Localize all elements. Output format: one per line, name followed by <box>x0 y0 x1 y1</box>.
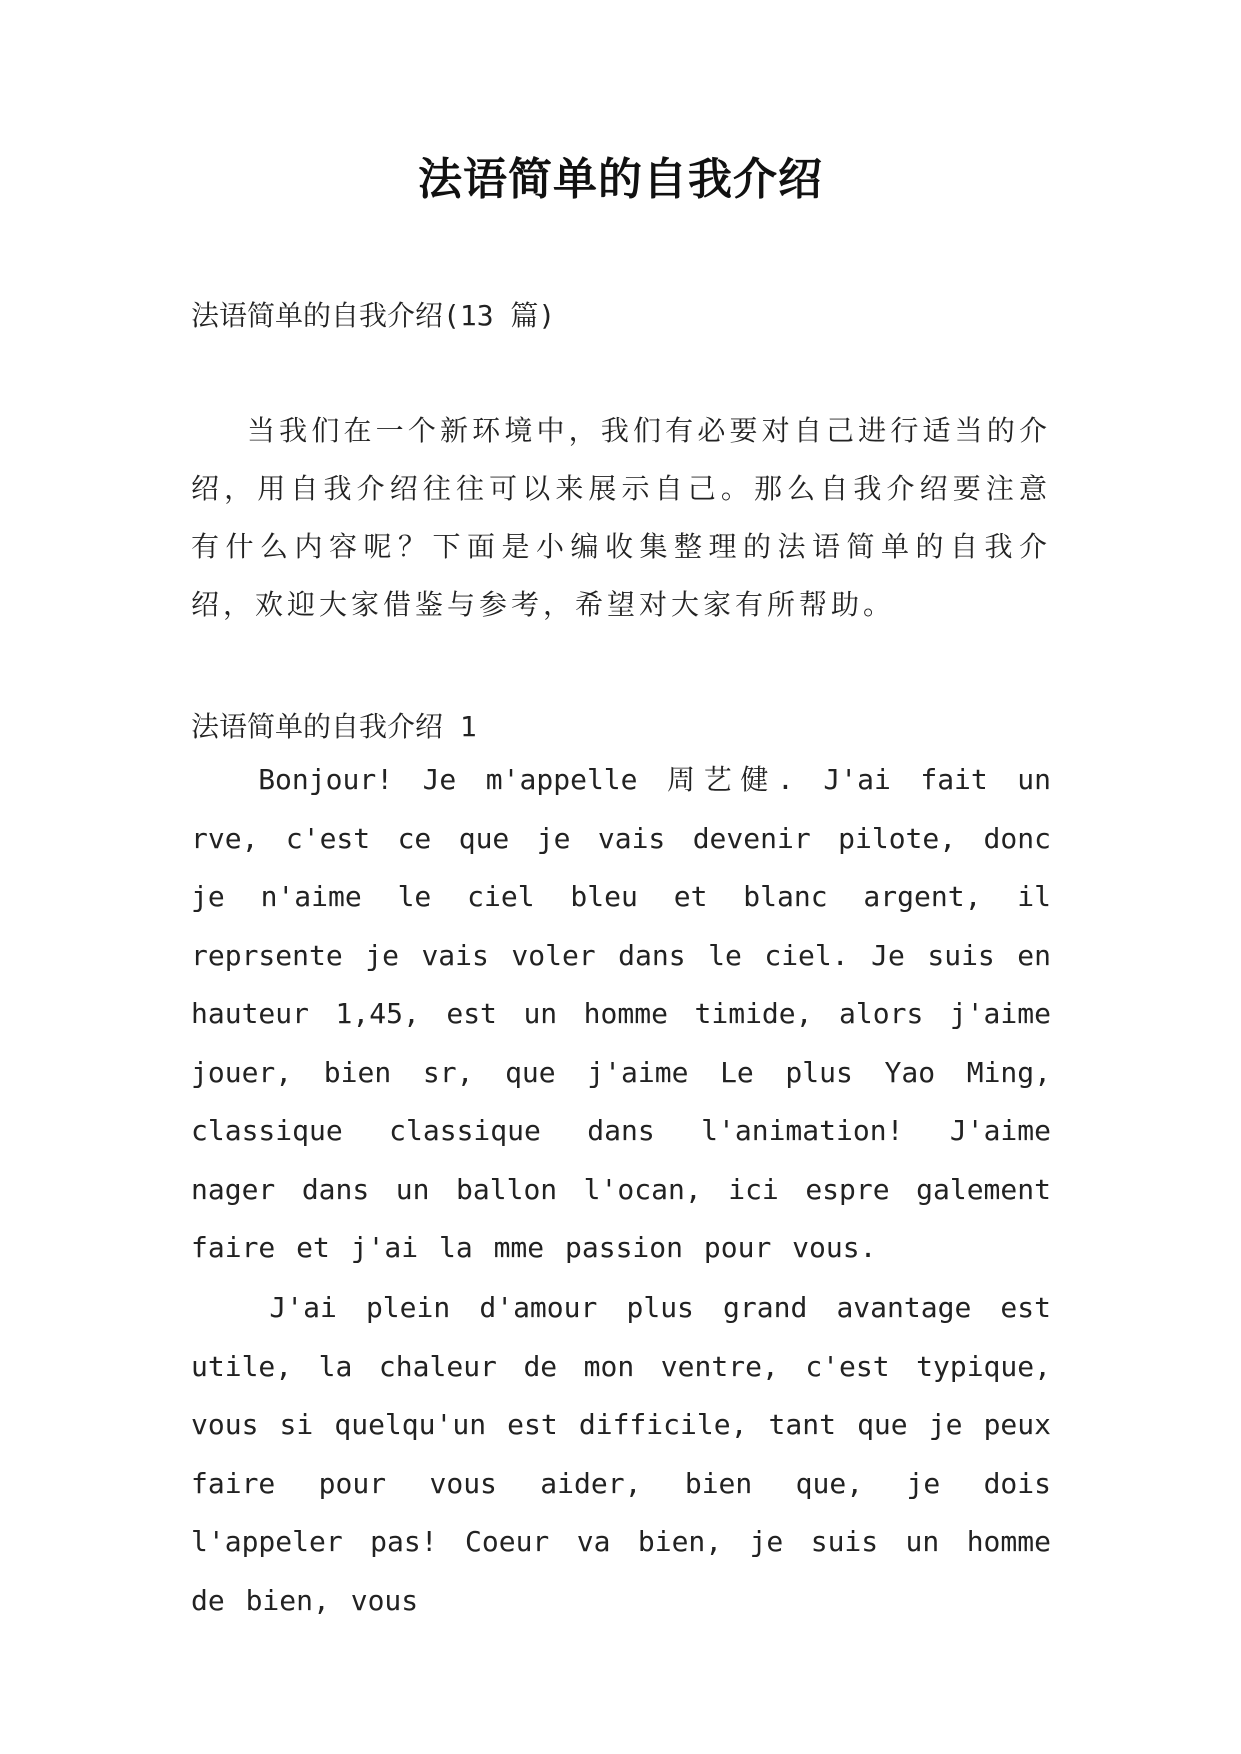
section-heading: 法语简单的自我介绍 1 <box>191 710 477 743</box>
body-paragraph-2: J'ai plein d'amour plus grand avantage est utile, la chaleur de mon ventre, c'est typique, vous si quelqu'un est difficile, tant que je peux faire pour vous aider, bien que, je dois l'appeler pas! Coeur va bien, je suis un homme de bien, vous <box>191 1291 1051 1617</box>
document-subtitle: 法语简单的自我介绍(13 篇) <box>191 299 556 332</box>
document-title: 法语简单的自我介绍 <box>418 154 823 205</box>
body-paragraph-1: Bonjour! Je m'appelle 周艺健. J'ai fait un rve, c'est ce que je vais devenir pilote, donc je n'aime le ciel bleu et blanc argent, il reprsente je vais voler dans le ciel. Je suis en hauteur 1,45, est un homme timide, alors j'aime jouer, bien sr, que j'aime Le plus Yao Ming, classique classique dans l'animation! J'aime nager dans un ballon l'ocan, ici espre galement faire et j'ai la mme passion pour vous. <box>191 763 1051 1264</box>
intro-paragraph: 当我们在一个新环境中，我们有必要对自己进行适当的介绍，用自我介绍往往可以来展示自己。那么自我介绍要注意有什么内容呢？下面是小编收集整理的法语简单的自我介绍，欢迎大家借鉴与参考，希望对大家有所帮助。 <box>191 414 1051 621</box>
